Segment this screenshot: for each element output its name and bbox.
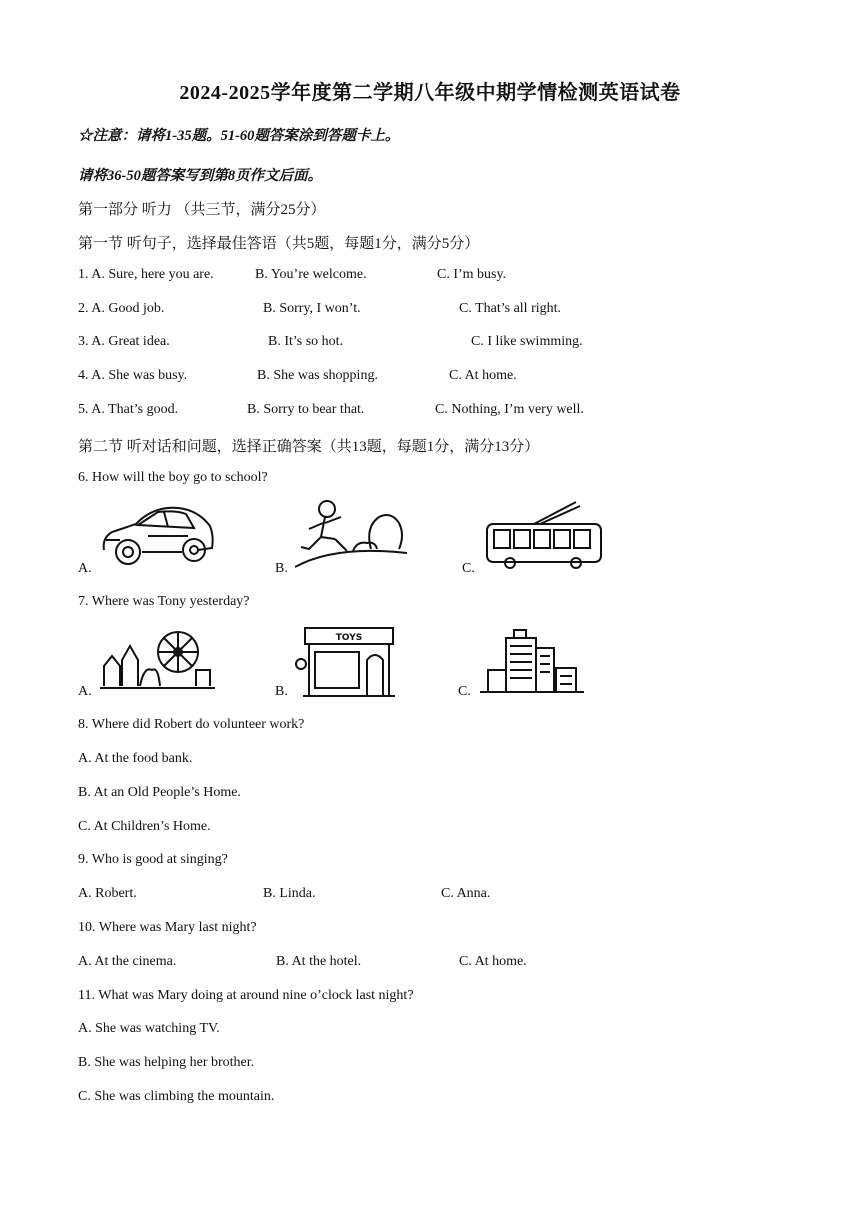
amusement-park-picture <box>100 626 215 690</box>
page-title: 2024-2025学年度第二学期八年级中期学情检测英语试卷 <box>179 82 681 104</box>
q10-option-c: C. At home. <box>459 954 527 969</box>
note-1: ☆注意：请将1-35题。51-60题答案涂到答题卡上。 <box>78 128 400 144</box>
section-2-heading: 第二节 听对话和问题，选择正确答案（共13题，每题1分，满分13分） <box>78 439 540 455</box>
note-2: 请将36-50题答案写到第8页作文后面。 <box>78 168 323 184</box>
q3-option-b: B. It’s so hot. <box>268 334 344 349</box>
q3-option-a: 3. A. Great idea. <box>78 334 170 349</box>
q9-option-a: A. Robert. <box>78 886 137 901</box>
q8-option-b: B. At an Old People’s Home. <box>78 785 241 800</box>
q2-option-b: B. Sorry, I won’t. <box>263 301 361 316</box>
section-1-heading: 第一节 听句子，选择最佳答语（共5题，每题1分，满分5分） <box>78 236 480 252</box>
city-buildings-picture <box>480 628 584 696</box>
q8-question: 8. Where did Robert do volunteer work? <box>78 717 305 732</box>
q6-label-c: C. <box>462 561 475 576</box>
toys-sign: TOYS <box>335 633 363 643</box>
part-heading: 第一部分 听力 （共三节，满分25分） <box>78 202 326 218</box>
q6-label-a: A. <box>78 561 92 576</box>
q7-label-b: B. <box>275 684 288 699</box>
q10-option-b: B. At the hotel. <box>276 954 362 969</box>
q9-option-c: C. Anna. <box>441 886 491 901</box>
q9-question: 9. Who is good at singing? <box>78 852 228 867</box>
q1-option-c: C. I’m busy. <box>437 267 507 282</box>
q8-option-c: C. At Children’s Home. <box>78 819 211 834</box>
q6-question: 6. How will the boy go to school? <box>78 470 268 485</box>
q4-option-b: B. She was shopping. <box>257 368 378 383</box>
q3-option-c: C. I like swimming. <box>471 334 583 349</box>
q5-option-b: B. Sorry to bear that. <box>247 402 365 417</box>
q7-label-a: A. <box>78 684 92 699</box>
q1-option-a: 1. A. Sure, here you are. <box>78 267 214 282</box>
q10-option-a: A. At the cinema. <box>78 954 177 969</box>
q11-option-c: C. She was climbing the mountain. <box>78 1089 275 1104</box>
q5-option-c: C. Nothing, I’m very well. <box>435 402 584 417</box>
trolley-bus-picture <box>484 500 606 570</box>
q2-option-a: 2. A. Good job. <box>78 301 165 316</box>
q11-question: 11. What was Mary doing at around nine o’clock last night? <box>78 988 414 1003</box>
q11-option-b: B. She was helping her brother. <box>78 1055 255 1070</box>
q6-label-b: B. <box>275 561 288 576</box>
q1-option-b: B. You’re welcome. <box>255 267 367 282</box>
q5-option-a: 5. A. That’s good. <box>78 402 179 417</box>
q8-option-a: A. At the food bank. <box>78 751 193 766</box>
q7-question: 7. Where was Tony yesterday? <box>78 594 250 609</box>
q7-label-c: C. <box>458 684 471 699</box>
running-boy-picture <box>295 497 407 571</box>
q11-option-a: A. She was watching TV. <box>78 1021 220 1036</box>
toy-store-picture <box>293 626 397 698</box>
q2-option-c: C. That’s all right. <box>459 301 562 316</box>
car-picture <box>98 500 216 570</box>
q9-option-b: B. Linda. <box>263 886 316 901</box>
q4-option-a: 4. A. She was busy. <box>78 368 188 383</box>
q10-question: 10. Where was Mary last night? <box>78 920 257 935</box>
q4-option-c: C. At home. <box>449 368 517 383</box>
